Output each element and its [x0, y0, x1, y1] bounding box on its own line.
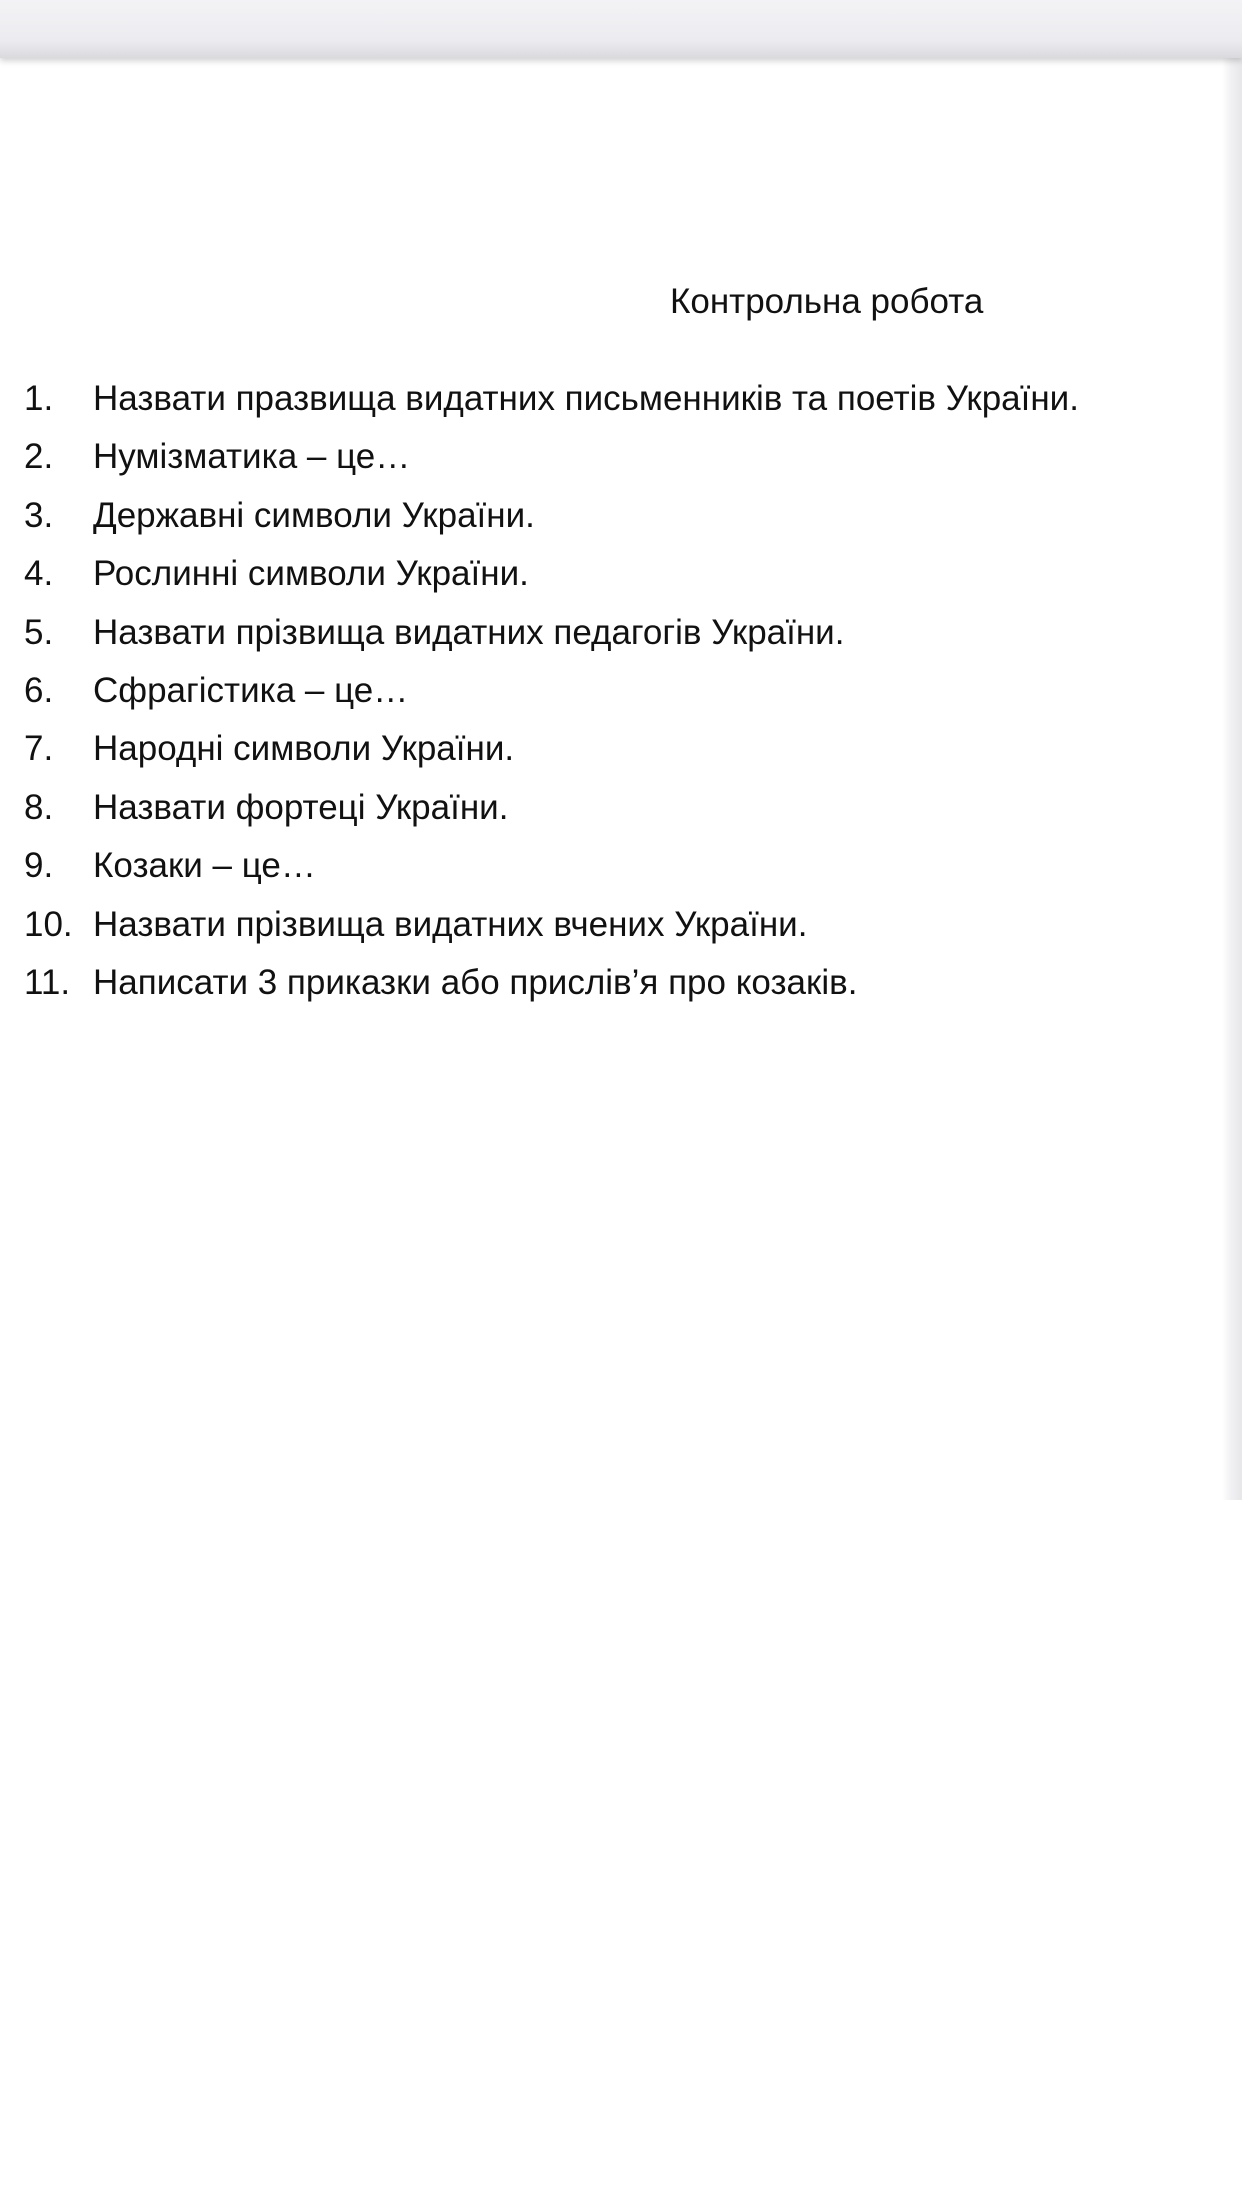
list-item — [24, 724, 1214, 782]
item-text: Нумізматика – це… — [93, 437, 411, 477]
list-item — [24, 900, 1214, 958]
document-title: Контрольна робота — [670, 282, 984, 321]
item-text: Сфрагістика – це… — [93, 670, 409, 710]
list-item — [24, 491, 1214, 549]
item-number: 8. — [24, 787, 54, 827]
item-text: Державні символи України. — [93, 495, 535, 535]
list-item — [24, 549, 1214, 607]
viewer-top-bar — [0, 0, 1242, 58]
item-text: Назвати прізвища видатних вчених України. — [93, 904, 808, 944]
item-text: Народні символи України. — [93, 729, 515, 769]
item-number: 2. — [24, 437, 54, 477]
item-number: 9. — [24, 846, 54, 886]
item-number: 11. — [24, 962, 71, 1002]
item-text: Назвати празвища видатних письменників та поетів України. — [93, 379, 1079, 418]
list-item — [24, 958, 1214, 1016]
item-number: 4. — [24, 554, 54, 594]
item-number: 7. — [24, 729, 54, 769]
item-number: 3. — [24, 495, 54, 535]
item-number: 10. — [24, 904, 73, 944]
list-item — [24, 374, 1214, 432]
page-right-edge — [1222, 58, 1242, 1500]
item-text: Рослинні символи України. — [93, 554, 529, 594]
list-item — [24, 841, 1214, 899]
item-number: 6. — [24, 670, 54, 710]
item-text: Козаки – це… — [93, 846, 316, 886]
item-text: Назвати фортеці України. — [93, 787, 509, 827]
question-list — [24, 374, 1214, 1016]
list-item — [24, 783, 1214, 841]
item-text: Написати 3 приказки або прислів’я про козаків. — [93, 962, 858, 1002]
list-item — [24, 666, 1214, 724]
item-number: 1. — [24, 379, 54, 418]
background-margin — [1222, 1500, 1242, 2208]
item-text: Назвати прізвища видатних педагогів України. — [93, 612, 845, 652]
item-number: 5. — [24, 612, 54, 652]
list-item — [24, 432, 1214, 490]
list-item — [24, 608, 1214, 666]
